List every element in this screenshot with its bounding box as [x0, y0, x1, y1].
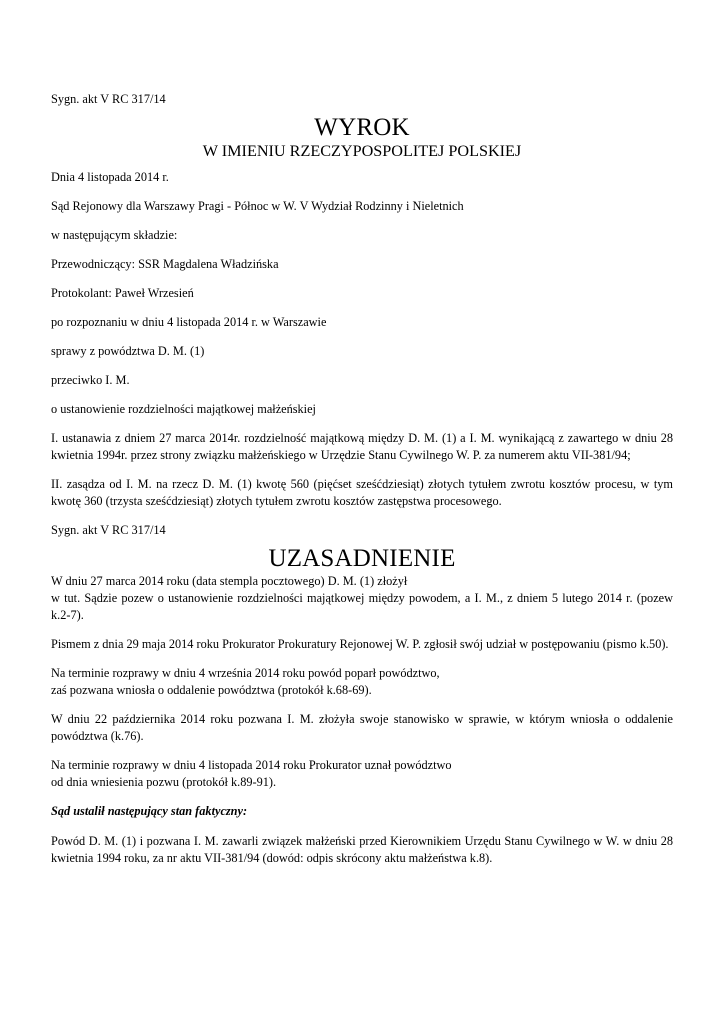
presiding-judge: Przewodniczący: SSR Magdalena Władzińska	[51, 257, 279, 271]
facts-paragraph-1: Powód D. M. (1) i pozwana I. M. zawarli związek małżeński przed Kierownikiem Urzędu Stanu Cywilnego w W. w dniu 28 kwietnia 1994 roku, za nr aktu VII-381/94 (dowód: odpis skrócony aktu małżeństwa k.8).	[51, 834, 673, 865]
ruling-point-2: II. zasądza od I. M. na rzecz D. M. (1) kwotę 560 (pięćset sześćdziesiąt) złotych tytułem zwrotu kosztów procesu, w tym kwotę 360 (trzysta sześćdziesiąt) złotych tytułem zwrotu kosztów zastępstwa procesowego.	[51, 477, 673, 508]
justification-paragraph-5-line-1: Na terminie rozprawy w dniu 4 listopada 2014 roku Prokurator uznał powództwo	[51, 758, 452, 772]
court-composition-heading: w następującym składzie:	[51, 228, 178, 242]
justification-paragraph-1-line-2: w tut. Sądzie pozew o ustanowienie rozdzielności majątkowej między powodem, a I. M., z dniem 5 lutego 2014 r. (pozew k.2-7).	[51, 591, 673, 622]
judgment-date: Dnia 4 listopada 2014 r.	[51, 170, 169, 184]
justification-paragraph-3-line-1: Na terminie rozprawy w dniu 4 września 2014 roku powód poparł powództwo,	[51, 666, 440, 680]
justification-paragraph-2: Pismem z dnia 29 maja 2014 roku Prokurator Prokuratury Rejonowej W. P. zgłosił swój udział w postępowaniu (pismo k.50).	[51, 637, 669, 651]
court-name: Sąd Rejonowy dla Warszawy Pragi - Północ w W. V Wydział Rodzinny i Nieletnich	[51, 199, 464, 213]
ruling-point-1: I. ustanawia z dniem 27 marca 2014r. rozdzielność majątkową między D. M. (1) a I. M. wynikającą z zawartego w dniu 28 kwietnia 1994r. przez strony związku małżeńskiego w Urzędzie Stanu Cywilnego W. P. za numerem aktu VII-381/94;	[51, 431, 673, 462]
document-body	[51, 91, 673, 867]
case-claimant: sprawy z powództwa D. M. (1)	[51, 344, 205, 358]
case-defendant: przeciwko I. M.	[51, 373, 130, 387]
court-clerk: Protokolant: Paweł Wrzesień	[51, 286, 194, 300]
justification-paragraph-3-line-2: zaś pozwana wniosła o oddalenie powództwa (protokół k.68-69).	[51, 683, 372, 697]
justification-paragraph-1-line-1: W dniu 27 marca 2014 roku (data stempla pocztowego) D. M. (1) złożył	[51, 574, 408, 588]
facts-heading: Sąd ustalił następujący stan faktyczny:	[51, 804, 248, 818]
case-signature-bottom: Sygn. akt V RC 317/14	[51, 523, 166, 537]
justification-paragraph-1	[51, 573, 673, 624]
justification-paragraph-5-line-2: od dnia wniesienia pozwu (protokół k.89-91).	[51, 775, 277, 789]
hearing-info: po rozpoznaniu w dniu 4 listopada 2014 r. w Warszawie	[51, 315, 327, 329]
judgment-subtitle: W IMIENIU RZECZYPOSPOLITEJ POLSKIEJ	[202, 142, 522, 160]
justification-paragraph-4: W dniu 22 października 2014 roku pozwana I. M. złożyła swoje stanowisko w sprawie, w którym wniosła o oddalenie powództwa (k.76).	[51, 712, 673, 743]
judgment-title: WYROK	[314, 114, 410, 141]
case-signature-top: Sygn. akt V RC 317/14	[51, 92, 166, 106]
justification-paragraph-3	[51, 665, 673, 699]
justification-title: UZASADNIENIE	[268, 545, 456, 572]
justification-paragraph-5	[51, 757, 673, 791]
case-subject: o ustanowienie rozdzielności majątkowej małżeńskiej	[51, 402, 316, 416]
